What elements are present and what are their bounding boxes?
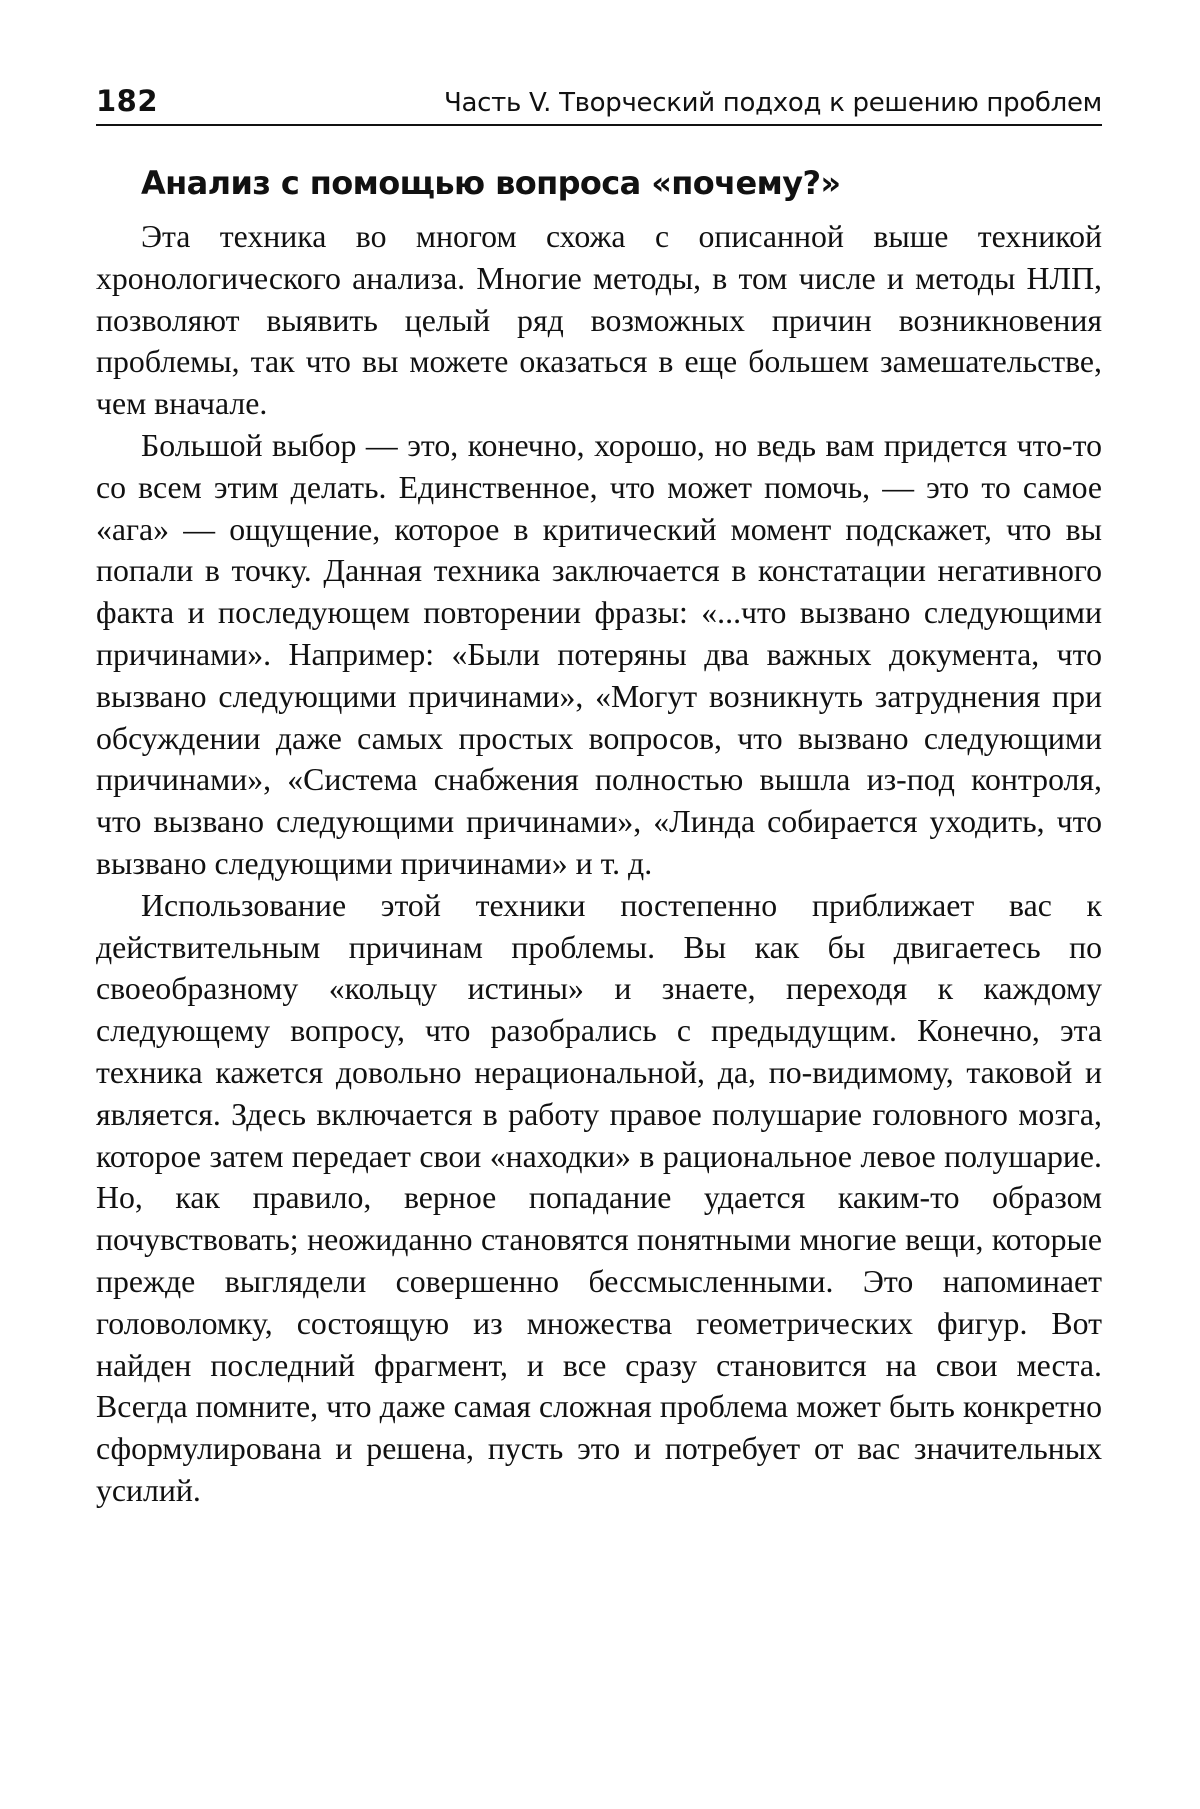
running-title: Часть V. Творческий подход к решению проблем	[444, 88, 1102, 118]
paragraph-2: Большой выбор — это, конечно, хорошо, но ведь вам придется что-то со всем этим делать. Единственное, что может помочь, — это то самое «ага» — ощущение, которое в критический момент подскажет, что вы попали в точку. Данная техника заключается в констатации негативного факта и последующем повторении фразы: «...что вызвано следующими причинами». Например: «Были потеряны два важных документа, что вызвано следующими причинами», «Могут возникнуть затруднения при обсуждении даже самых простых вопросов, что вызвано следующими причинами», «Система снабжения полностью вышла из-под контроля, что вызвано следующими причинами», «Линда собирается уходить, что вызвано следующими причинами» и т. д.	[96, 427, 1102, 881]
section-title: Анализ с помощью вопроса «почему?»	[141, 164, 841, 202]
body-text	[96, 216, 1102, 1512]
paragraph-1: Эта техника во многом схожа с описанной выше техникой хронологического анализа. Многие методы, в том числе и методы НЛП, позволяют выявить целый ряд возможных причин возникновения проблемы, так что вы можете оказаться в еще большем замешательстве, чем вначале.	[96, 219, 1102, 422]
running-head	[96, 78, 1102, 126]
book-page	[96, 78, 1102, 1512]
paragraph-3: Использование этой техники постепенно приближает вас к действительным причинам проблемы. Вы как бы двигаетесь по своеобразному «кольцу истины» и знаете, переходя к каждому следующему вопросу, что разобрались с предыдущим. Конечно, эта техника кажется довольно нерациональной, да, по-видимому, таковой и является. Здесь включается в работу правое полушарие головного мозга, которое затем передает свои «находки» в рациональное левое полушарие. Но, как правило, верное попадание удается каким-то образом почувствовать; неожиданно становятся понятными многие вещи, которые прежде выглядели совершенно бессмысленными. Это напоминает головоломку, состоящую из множества геометрических фигур. Вот найден последний фрагмент, и все сразу становится на свои места. Всегда помните, что даже самая сложная проблема может быть конкретно сформулирована и решена, пусть это и потребует от вас значительных усилий.	[96, 887, 1102, 1508]
page-number: 182	[96, 84, 159, 118]
